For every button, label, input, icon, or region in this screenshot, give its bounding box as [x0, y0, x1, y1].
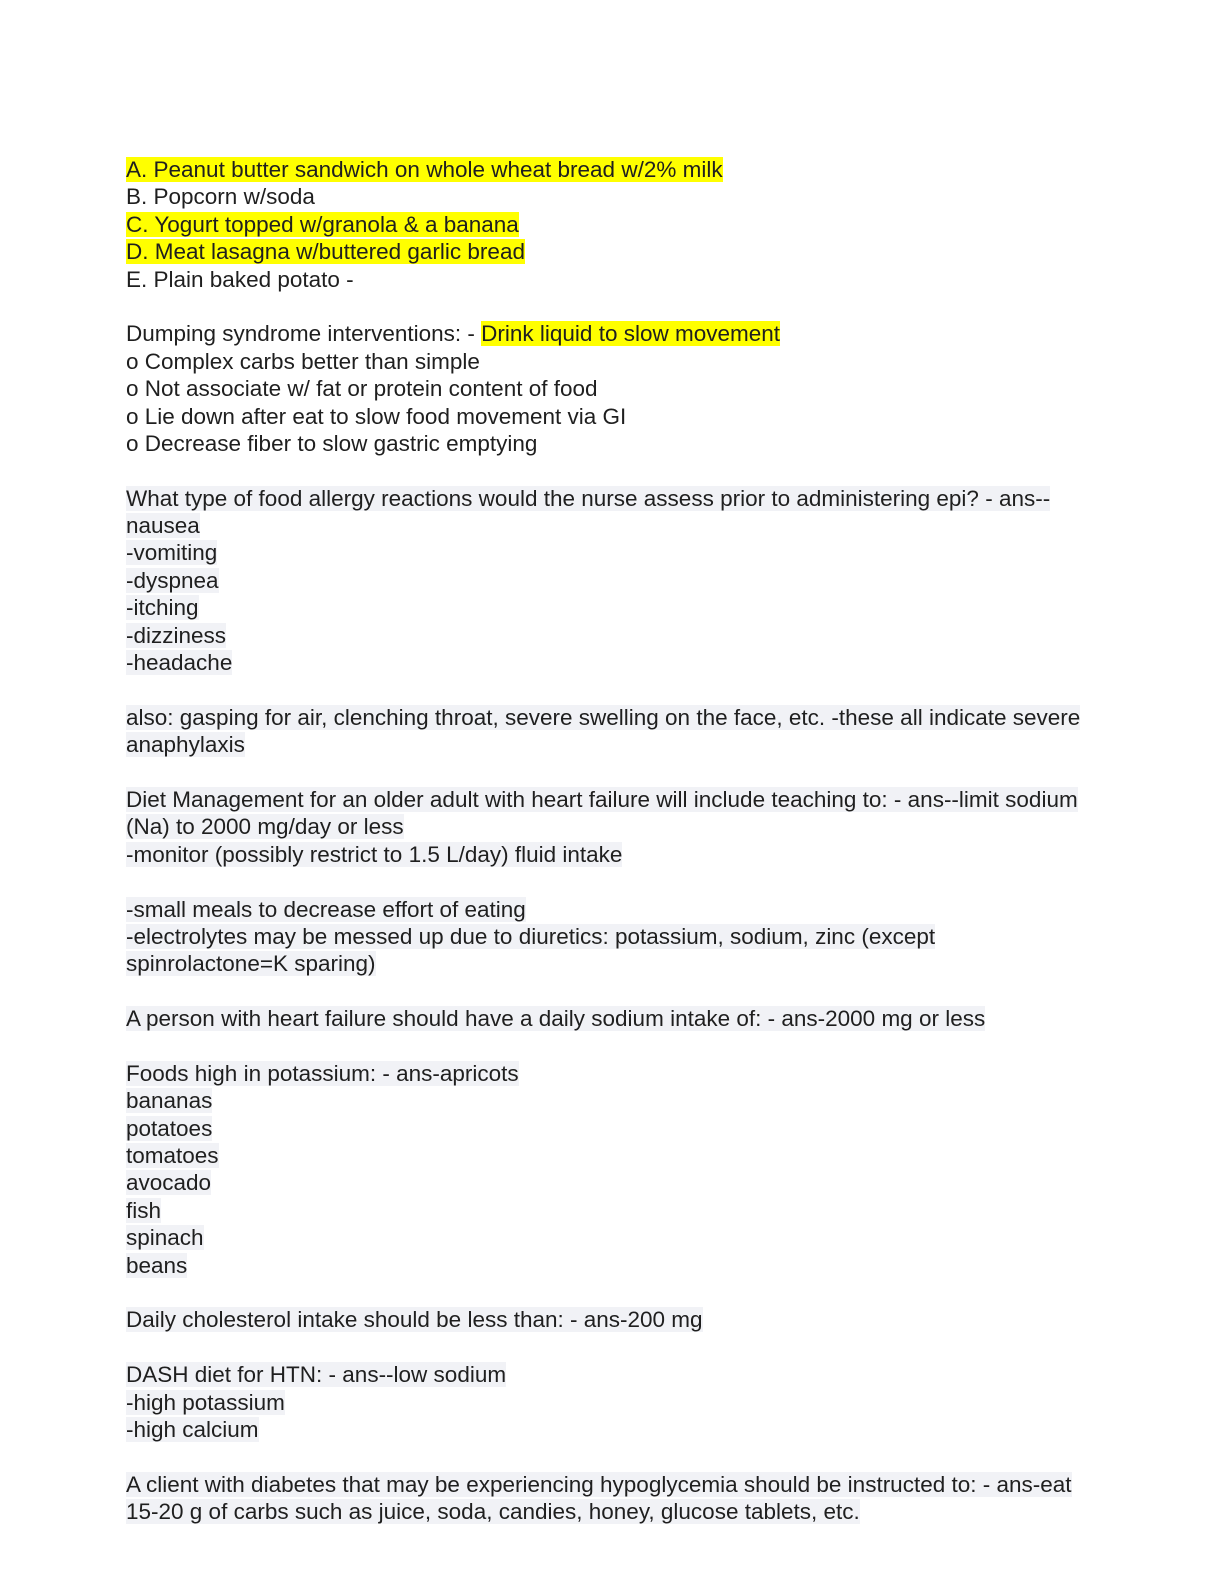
paragraph-gap	[126, 293, 1146, 320]
text-line	[126, 1471, 1146, 1498]
highlighted-answer: Drink liquid to slow movement	[481, 321, 781, 347]
text-line	[126, 1224, 1146, 1251]
text-line	[126, 1142, 1146, 1169]
shaded-text: -small meals to decrease effort of eating	[126, 896, 526, 922]
text-line	[126, 512, 1146, 539]
shaded-text: DASH diet for HTN: - ans--low sodium	[126, 1362, 507, 1388]
text-line	[126, 1060, 1146, 1087]
paragraph-gap	[126, 676, 1146, 703]
highlighted-answer: D. Meat lasagna w/buttered garlic bread	[126, 239, 525, 265]
text-block	[126, 156, 1146, 293]
shaded-text: nausea	[126, 513, 200, 539]
text-block	[126, 485, 1146, 677]
shaded-text: -dyspnea	[126, 567, 219, 593]
text-block	[126, 1361, 1146, 1443]
shaded-text: spinach	[126, 1225, 204, 1251]
text-line	[126, 375, 1146, 402]
text-line	[126, 1361, 1146, 1388]
text-block	[126, 320, 1146, 457]
text-line	[126, 348, 1146, 375]
text-line	[126, 1498, 1146, 1525]
text-line	[126, 156, 1146, 183]
paragraph-gap	[126, 1033, 1146, 1060]
shaded-text: spinrolactone=K sparing)	[126, 951, 376, 977]
text-line	[126, 1416, 1146, 1443]
shaded-text: avocado	[126, 1170, 212, 1196]
shaded-text: bananas	[126, 1088, 213, 1114]
text-line	[126, 238, 1146, 265]
shaded-text: (Na) to 2000 mg/day or less	[126, 814, 404, 840]
text-line	[126, 1005, 1146, 1032]
plain-text: B. Popcorn w/soda	[126, 184, 315, 210]
text-line	[126, 1197, 1146, 1224]
plain-text: o Complex carbs better than simple	[126, 348, 480, 374]
paragraph-gap	[126, 457, 1146, 484]
shaded-text: anaphylaxis	[126, 732, 245, 758]
shaded-text: What type of food allergy reactions would the nurse assess prior to administering epi? - ans--	[126, 485, 1051, 511]
text-line	[126, 786, 1146, 813]
text-line	[126, 430, 1146, 457]
text-line	[126, 1252, 1146, 1279]
plain-text: o Lie down after eat to slow food movement via GI	[126, 403, 627, 429]
text-line	[126, 704, 1146, 731]
plain-text: E. Plain baked potato -	[126, 266, 354, 292]
text-line	[126, 649, 1146, 676]
text-line	[126, 1169, 1146, 1196]
text-line	[126, 841, 1146, 868]
text-line	[126, 813, 1146, 840]
text-line	[126, 183, 1146, 210]
shaded-text: -high potassium	[126, 1389, 285, 1415]
paragraph-gap	[126, 868, 1146, 895]
text-line	[126, 211, 1146, 238]
highlighted-answer: C. Yogurt topped w/granola & a banana	[126, 211, 519, 237]
shaded-text: fish	[126, 1197, 162, 1223]
shaded-text: -electrolytes may be messed up due to diuretics: potassium, sodium, zinc (except	[126, 923, 936, 949]
text-line	[126, 320, 1146, 347]
highlighted-answer: A. Peanut butter sandwich on whole wheat bread w/2% milk	[126, 157, 723, 182]
text-block	[126, 704, 1146, 759]
text-block	[126, 786, 1146, 868]
text-block	[126, 1060, 1146, 1279]
text-line	[126, 896, 1146, 923]
text-line	[126, 731, 1146, 758]
text-line	[126, 539, 1146, 566]
text-block	[126, 1306, 1146, 1333]
shaded-text: beans	[126, 1252, 188, 1278]
paragraph-gap	[126, 1279, 1146, 1306]
document-page	[126, 156, 1146, 1526]
shaded-text: -monitor (possibly restrict to 1.5 L/day) fluid intake	[126, 841, 623, 867]
plain-text: o Decrease fiber to slow gastric emptying	[126, 430, 538, 456]
text-block	[126, 1471, 1146, 1526]
shaded-text: also: gasping for air, clenching throat, severe swelling on the face, etc. -these all indicate severe	[126, 704, 1081, 730]
text-line	[126, 403, 1146, 430]
text-line	[126, 1087, 1146, 1114]
paragraph-gap	[126, 978, 1146, 1005]
shaded-text: -vomiting	[126, 540, 218, 566]
shaded-text: tomatoes	[126, 1143, 219, 1169]
shaded-text: -headache	[126, 650, 233, 676]
shaded-text: 15-20 g of carbs such as juice, soda, candies, honey, glucose tablets, etc.	[126, 1499, 860, 1525]
text-block	[126, 896, 1146, 978]
text-line	[126, 1115, 1146, 1142]
text-line	[126, 266, 1146, 293]
shaded-text: Foods high in potassium: - ans-apricots	[126, 1060, 519, 1086]
text-line	[126, 950, 1146, 977]
text-line	[126, 485, 1146, 512]
plain-text: o Not associate w/ fat or protein content of food	[126, 376, 598, 402]
text-line	[126, 594, 1146, 621]
text-block	[126, 1005, 1146, 1032]
shaded-text: Diet Management for an older adult with heart failure will include teaching to: - ans--limit sodium	[126, 786, 1078, 812]
plain-text: Dumping syndrome interventions: -	[126, 321, 482, 347]
text-line	[126, 622, 1146, 649]
shaded-text: -high calcium	[126, 1416, 259, 1442]
paragraph-gap	[126, 1334, 1146, 1361]
text-line	[126, 567, 1146, 594]
text-line	[126, 923, 1146, 950]
paragraph-gap	[126, 759, 1146, 786]
shaded-text: -itching	[126, 595, 199, 621]
shaded-text: -dizziness	[126, 622, 227, 648]
paragraph-gap	[126, 1443, 1146, 1470]
shaded-text: A client with diabetes that may be experiencing hypoglycemia should be instructed to: - ans-eat	[126, 1471, 1072, 1497]
text-line	[126, 1306, 1146, 1333]
shaded-text: Daily cholesterol intake should be less than: - ans-200 mg	[126, 1307, 703, 1333]
shaded-text: potatoes	[126, 1115, 213, 1141]
text-line	[126, 1389, 1146, 1416]
shaded-text: A person with heart failure should have a daily sodium intake of: - ans-2000 mg or less	[126, 1006, 986, 1032]
